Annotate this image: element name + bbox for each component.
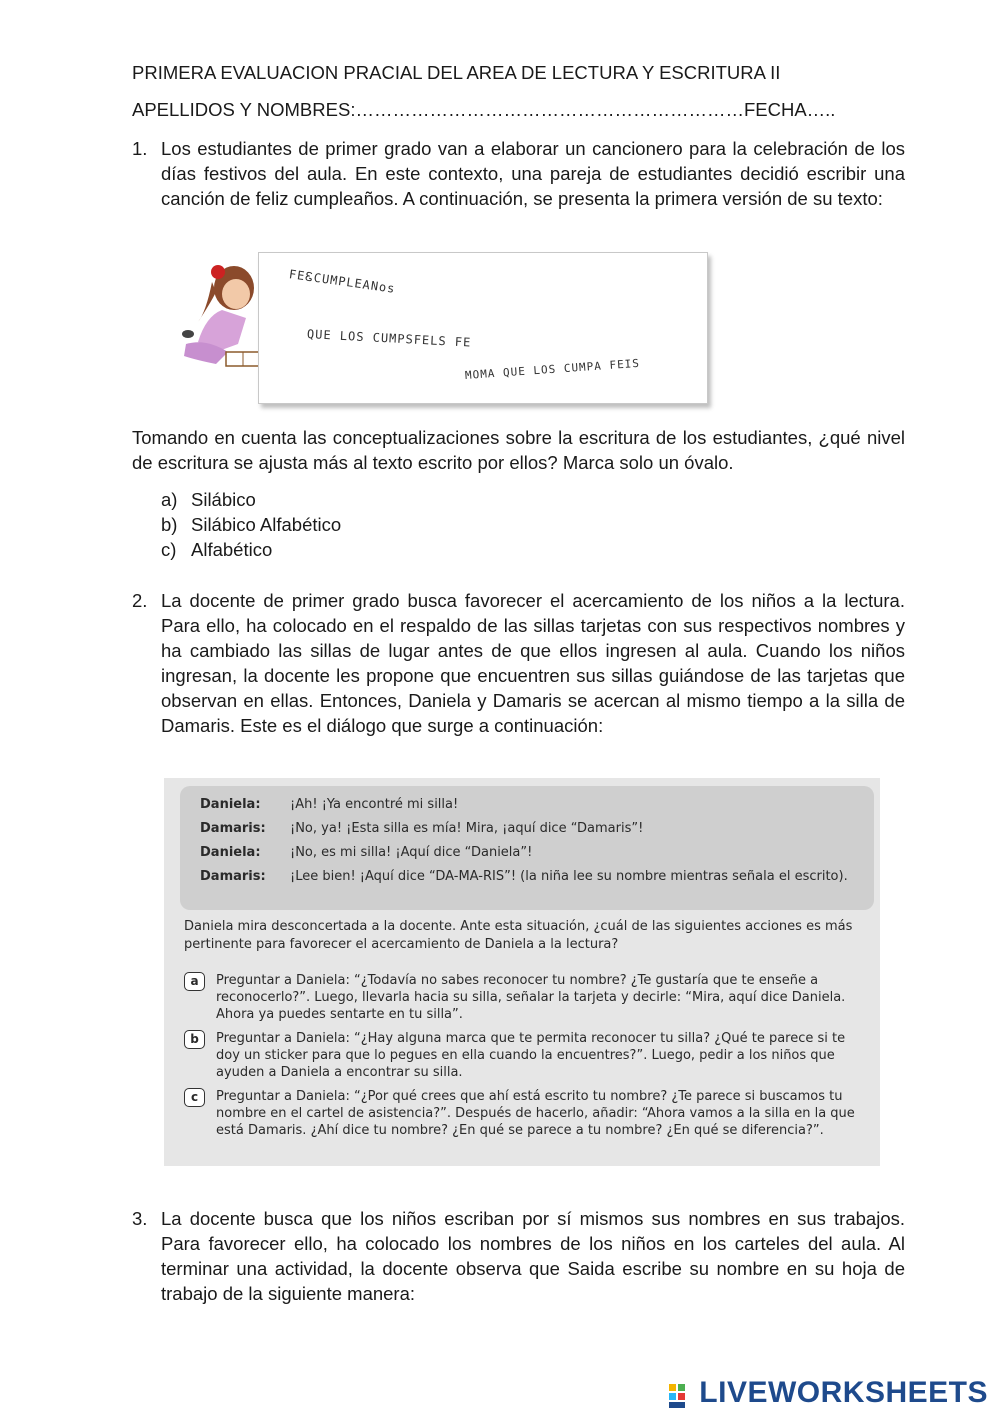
q1-option-b[interactable] [161, 512, 341, 537]
question-3-text: La docente busca que los niños escriban por sí mismos sus nombres en sus trabajos. Para favorecer ello, ha colocado los nombres de los niños en los carteles del aula. Al terminar una actividad, la docente observa que Saida escribe su nombre en su hoja de trabajo de la siguiente manera: [161, 1208, 905, 1304]
option-letter: c) [161, 539, 177, 560]
sample-line-2: QUE LOS CUMPSFELS FE [306, 327, 472, 350]
speaker-name: Daniela: [200, 797, 261, 812]
logo-mark-icon [669, 1384, 695, 1408]
question-2-number: 2. [132, 590, 148, 611]
q1-option-c[interactable] [161, 537, 272, 562]
question-3-number: 3. [132, 1208, 148, 1229]
option-text: Silábico [191, 489, 256, 510]
option-text: Alfabético [191, 539, 273, 560]
writing-sample-paper [258, 252, 708, 404]
option-letter: b) [161, 514, 178, 535]
speaker-line: ¡No, ya! ¡Esta silla es mía! Mira, ¡aquí dice “Damaris”! [290, 821, 644, 836]
option-letter: a) [161, 489, 178, 510]
option-text: Silábico Alfabético [191, 514, 342, 535]
option-text: Preguntar a Daniela: “¿Hay alguna marca que te permita reconocer tu silla? ¿Qué te parece si te doy un sticker para que lo pegues en ella cuando la encuentres?”. Luego, pedir a los niños que ayuden a Daniela a encontrar su silla. [216, 1031, 846, 1080]
question-1-prompt: Tomando en cuenta las conceptualizaciones sobre la escritura de los estudiantes, ¿qué nivel de escritura se ajusta más al texto escrito por ellos? Marca solo un óvalo. [132, 427, 905, 473]
speaker-name: Daniela: [200, 845, 261, 860]
girl-writing-illustration [176, 252, 268, 382]
option-badge: a [184, 972, 205, 991]
speaker-name: Damaris: [200, 821, 266, 836]
speaker-line: ¡Ah! ¡Ya encontré mi silla! [290, 797, 459, 812]
liveworksheets-logo [699, 1376, 988, 1410]
speaker-line: ¡No, es mi silla! ¡Aquí dice “Daniela”! [290, 845, 533, 860]
option-badge: b [184, 1030, 205, 1049]
dialogue-box [180, 786, 874, 910]
option-text: Preguntar a Daniela: “¿Por qué crees que ahí está escrito tu nombre? ¿Te parece si buscamos tu nombre en el cartel de asistencia?”. Después de hacerlo, añadir: “Ahora vamos a la silla en la que está Damaris. ¿Ahí dice tu nombre? ¿En qué se parece a tu nombre? ¿En qué se diferencia?”. [216, 1089, 855, 1138]
q1-option-a[interactable] [161, 487, 256, 512]
dialogue-figure [164, 778, 880, 1166]
speaker-line: ¡Lee bien! ¡Aquí dice “DA-MA-RIS”! (la niña lee su nombre mientras señala el escrito). [290, 869, 848, 884]
brand-name: LIVEWORKSHEETS [699, 1376, 988, 1409]
dialogue-prompt: Daniela mira desconcertada a la docente. Ante esta situación, ¿cuál de las siguientes acciones es más pertinente para favorecer el acercamiento de Daniela a la lectura? [184, 919, 853, 952]
name-date-line: APELLIDOS Y NOMBRES:………………………………………………………FECHA….. [132, 99, 836, 120]
document-title: PRIMERA EVALUACION PRACIAL DEL AREA DE LECTURA Y ESCRITURA II [132, 62, 781, 83]
sample-line-3: MOMA QUE LOS CUMPA FEIS [464, 356, 641, 382]
speaker-name: Damaris: [200, 869, 266, 884]
sample-line-1: FEᏋCUMPLEANos [288, 267, 397, 296]
question-1-text: Los estudiantes de primer grado van a elaborar un cancionero para la celebración de los días festivos del aula. En este contexto, una pareja de estudiantes decidió escribir una canción de feliz cumpleaños. A continuación, se presenta la primera versión de su texto: [161, 138, 905, 209]
question-1-number: 1. [132, 138, 148, 159]
option-badge: c [184, 1088, 205, 1107]
option-text: Preguntar a Daniela: “¿Todavía no sabes reconocer tu nombre? ¿Te gustaría que te enseñe a reconocerlo?”. Luego, llevarla hacia su silla, señalar la tarjeta y decirle: “Mira, aquí dice Daniela. Ahora ya puedes sentarte en tu silla”. [216, 973, 846, 1022]
question-2-text: La docente de primer grado busca favorecer el acercamiento de los niños a la lectura. Para ello, ha colocado en el respaldo de las sillas tarjetas con sus respectivos nombres y ha cambiado las sillas de lugar antes de que ellos ingresen al aula. Cuando los niños ingresan, la docente les propone que encuentren sus sillas guiándose de las tarjetas que observan en ellas. Entonces, Daniela y Damaris se acercan al mismo tiempo a la silla de Damaris. Este es el diálogo que surge a continuación: [161, 590, 905, 736]
